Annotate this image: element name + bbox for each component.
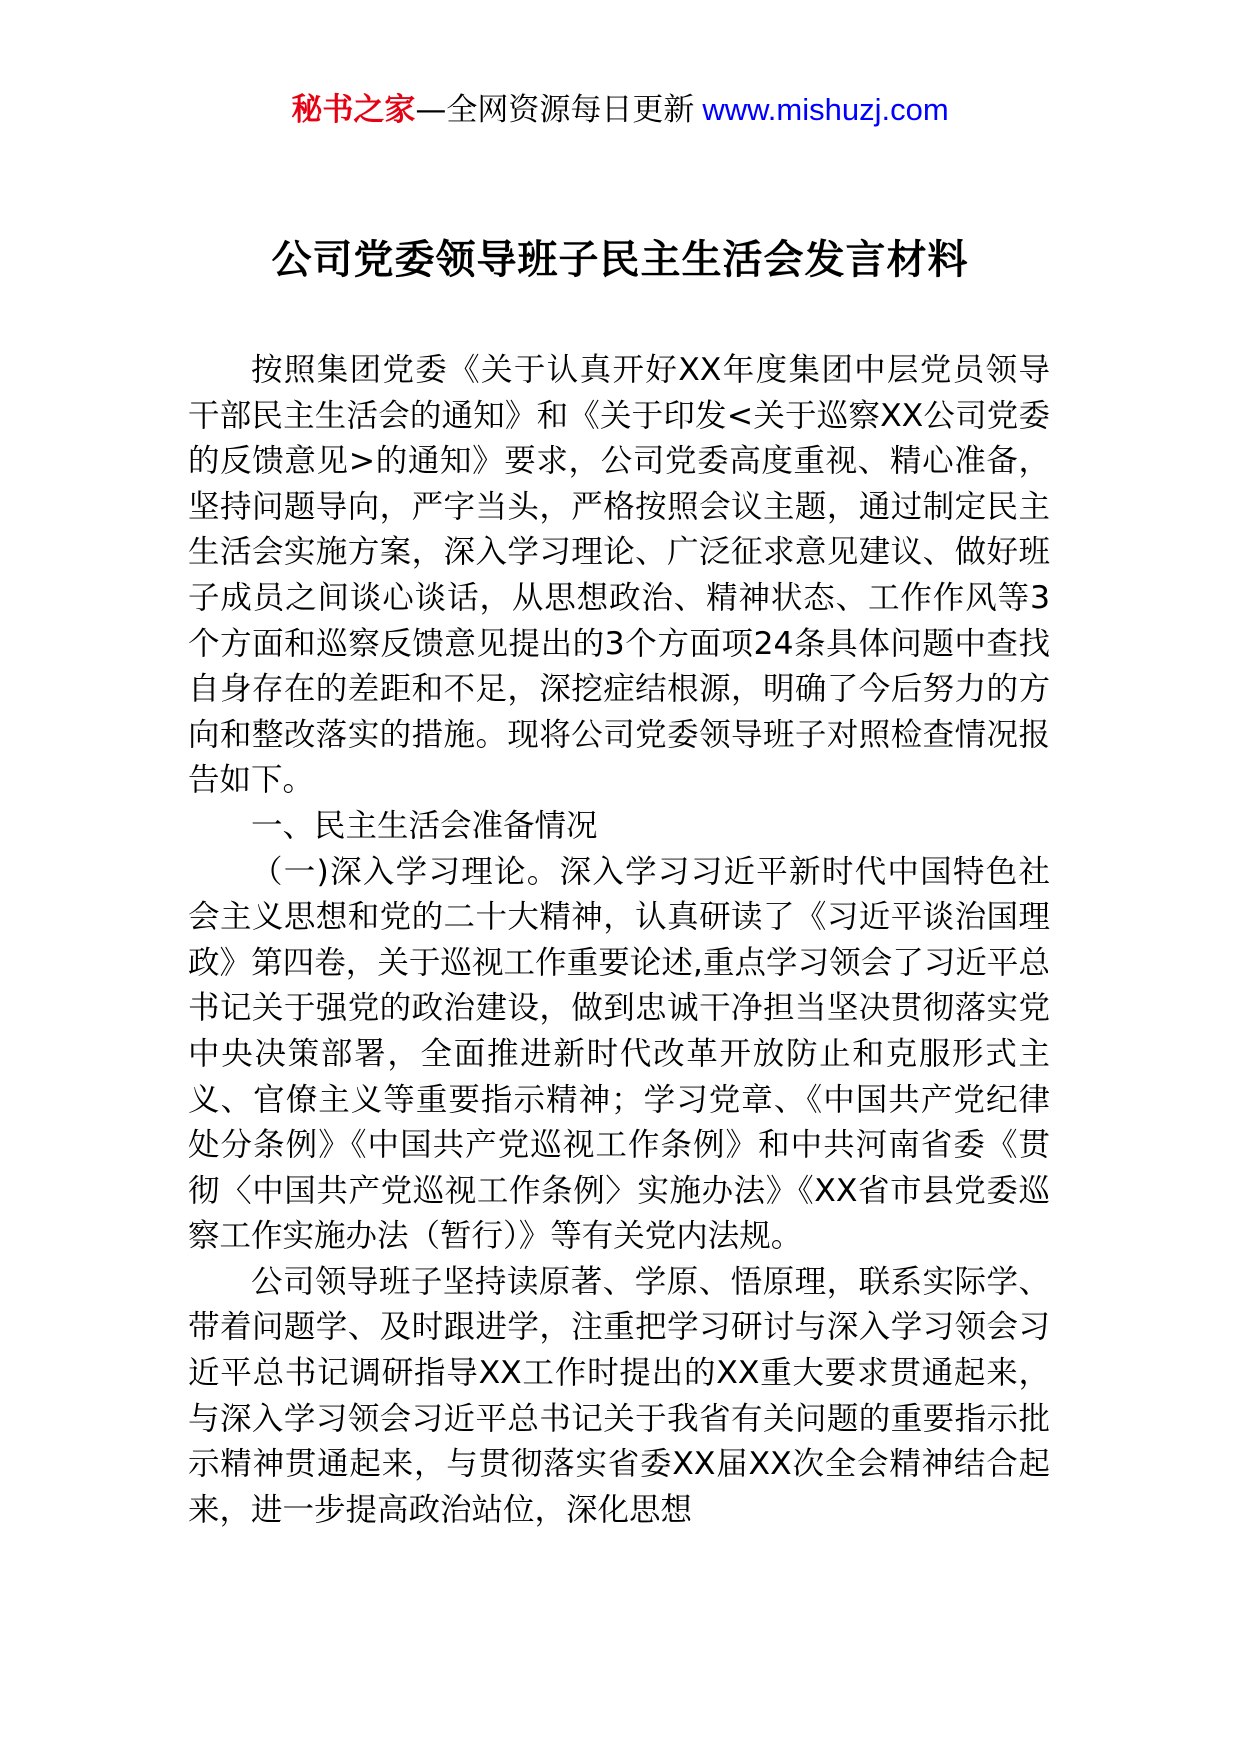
- paragraph-leadership-study: 公司领导班子坚持读原著、学原、悟原理，联系实际学、带着问题学、及时跟进学，注重把学习研讨与深入学习领会习近平总书记调研指导XX工作时提出的XX重大要求贯通起来，与深入学习领会习近平总书记关于我省有关问题的重要指示批示精神贯通起来，与贯彻落实省委XX届XX次全会精神结合起来，进一步提高政治站位，深化思想: [188, 1263, 1050, 1528]
- brand-name: 秘书之家: [291, 92, 416, 128]
- site-url-link[interactable]: www.mishuzj.com: [702, 92, 949, 127]
- site-header: [0, 88, 1240, 132]
- paragraph-study-theory: （一)深入学习理论。深入学习习近平新时代中国特色社会主义思想和党的二十大精神，认真研读了《习近平谈治国理政》第四卷，关于巡视工作重要论述,重点学习领会了习近平总书记关于强党的政治建设，做到忠诚干净担当坚决贯彻落实党中央决策部署，全面推进新时代改革开放防止和克服形式主义、官僚主义等重要指示精神；学习党章、《中国共产党纪律处分条例》《中国共产党巡视工作条例》和中共河南省委《贯彻〈中国共产党巡视工作条例〉实施办法》《XX省市县党委巡察工作实施办法（暂行）》等有关党内法规。: [188, 853, 1050, 1255]
- section-heading: 一、民主生活会准备情况: [251, 807, 598, 844]
- document-body: [188, 348, 1050, 1533]
- header-tagline: —全网资源每日更新: [415, 92, 695, 128]
- paragraph-intro: 按照集团党委《关于认真开好XX年度集团中层党员领导干部民主生活会的通知》和《关于印发<关于巡察XX公司党委的反馈意见>的通知》要求，公司党委高度重视、精心准备，坚持问题导向，严字当头，严格按照会议主题，通过制定民主生活会实施方案，深入学习理论、广泛征求意见建议、做好班子成员之间谈心谈话，从思想政治、精神状态、工作作风等3个方面和巡察反馈意见提出的3个方面项24条具体问题中查找自身存在的差距和不足，深挖症结根源，明确了今后努力的方向和整改落实的措施。现将公司党委领导班子对照检查情况报告如下。: [188, 352, 1050, 799]
- document-title: 公司党委领导班子民主生活会发言材料: [271, 237, 969, 283]
